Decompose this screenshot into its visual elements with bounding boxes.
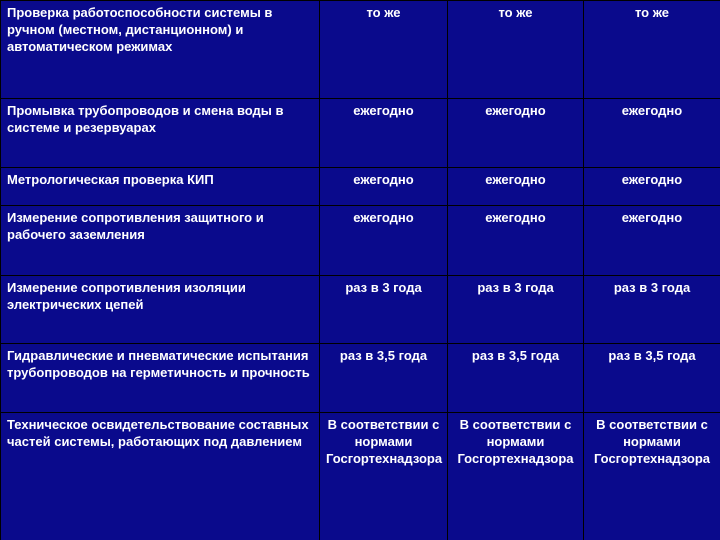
task-cell: Измерение сопротивления защитного и рабочего заземления	[1, 206, 320, 276]
task-cell: Метрологическая проверка КИП	[1, 168, 320, 206]
frequency-cell: В соответствии с нормами Госгортехнадзора	[320, 413, 448, 540]
task-cell: Измерение сопротивления изоляции электрических цепей	[1, 276, 320, 344]
frequency-cell: раз в 3,5 года	[320, 344, 448, 413]
task-cell: Промывка трубопроводов и смена воды в системе и резервуарах	[1, 99, 320, 168]
table-row	[1, 206, 720, 276]
frequency-cell: ежегодно	[448, 206, 584, 276]
frequency-cell: то же	[448, 1, 584, 99]
frequency-cell: то же	[320, 1, 448, 99]
task-cell: Проверка работоспособности системы в ручном (местном, дистанционном) и автоматическом режимах	[1, 1, 320, 99]
table-row	[1, 99, 720, 168]
table-row	[1, 168, 720, 206]
frequency-cell: раз в 3 года	[584, 276, 720, 344]
frequency-cell: ежегодно	[584, 206, 720, 276]
table-row	[1, 413, 720, 540]
frequency-cell: ежегодно	[320, 206, 448, 276]
table-row	[1, 1, 720, 99]
frequency-cell: ежегодно	[584, 99, 720, 168]
frequency-cell: раз в 3 года	[448, 276, 584, 344]
task-cell: Техническое освидетельствование составных частей системы, работающих под давлением	[1, 413, 320, 540]
frequency-cell: ежегодно	[448, 99, 584, 168]
frequency-cell: ежегодно	[448, 168, 584, 206]
frequency-cell: ежегодно	[584, 168, 720, 206]
frequency-cell: то же	[584, 1, 720, 99]
frequency-cell: раз в 3,5 года	[448, 344, 584, 413]
frequency-cell: ежегодно	[320, 168, 448, 206]
frequency-cell: В соответствии с нормами Госгортехнадзора	[584, 413, 720, 540]
frequency-cell: ежегодно	[320, 99, 448, 168]
frequency-cell: раз в 3,5 года	[584, 344, 720, 413]
frequency-cell: раз в 3 года	[320, 276, 448, 344]
table-row	[1, 276, 720, 344]
frequency-cell: В соответствии с нормами Госгортехнадзора	[448, 413, 584, 540]
table-row	[1, 344, 720, 413]
task-cell: Гидравлические и пневматические испытания трубопроводов на герметичность и прочность	[1, 344, 320, 413]
